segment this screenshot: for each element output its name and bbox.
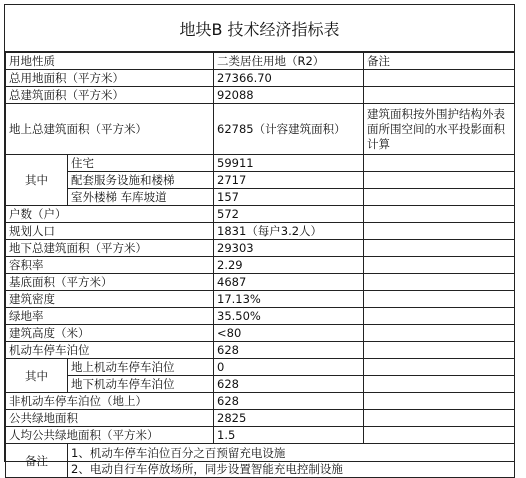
row-label: 户数（户） (6, 206, 214, 223)
group-label: 其中 (6, 359, 68, 393)
table-row (6, 342, 515, 359)
table-row (6, 325, 515, 342)
table-row (6, 359, 515, 376)
row-label: 容积率 (6, 257, 214, 274)
row-value: 1831（每户3.2人） (214, 223, 364, 240)
row-value: <80 (214, 325, 364, 342)
row-value: 628 (214, 376, 364, 393)
row-note (364, 393, 515, 410)
row-value: 628 (214, 342, 364, 359)
row-label: 建筑密度 (6, 291, 214, 308)
row-note (364, 189, 515, 206)
group-label: 其中 (6, 155, 68, 206)
row-note (364, 87, 515, 104)
row-value: 572 (214, 206, 364, 223)
row-value: 4687 (214, 274, 364, 291)
table-row (6, 70, 515, 87)
remarks-label: 备注 (6, 444, 68, 478)
row-label: 住宅 (68, 155, 214, 172)
row-value: 2825 (214, 410, 364, 427)
row-note (364, 206, 515, 223)
row-note (364, 410, 515, 427)
table-row (6, 410, 515, 427)
row-note (364, 376, 515, 393)
row-note (364, 359, 515, 376)
row-label: 公共绿地面积 (6, 410, 214, 427)
row-value: 628 (214, 393, 364, 410)
row-label: 总建筑面积（平方米） (6, 87, 214, 104)
row-note (364, 342, 515, 359)
table-row (6, 53, 515, 70)
row-note (364, 257, 515, 274)
row-value: 62785（计容建筑面积） (214, 104, 364, 155)
row-note (364, 308, 515, 325)
row-value: 157 (214, 189, 364, 206)
indicator-sheet (4, 4, 515, 476)
table-row (6, 240, 515, 257)
table-row (6, 257, 515, 274)
table-row (6, 172, 515, 189)
header-remark: 备注 (364, 53, 515, 70)
row-value: 0 (214, 359, 364, 376)
row-label: 非机动车停车泊位（地上） (6, 393, 214, 410)
remarks-content (68, 444, 515, 478)
row-label: 建筑高度（米） (6, 325, 214, 342)
remark-line-2: 2、电动自行车停放场所，同步设置智能充电控制设施 (71, 461, 343, 476)
row-note (364, 325, 515, 342)
row-label: 地下机动车停车泊位 (68, 376, 214, 393)
row-value: 92088 (214, 87, 364, 104)
row-value: 2.29 (214, 257, 364, 274)
table-row (6, 155, 515, 172)
row-note (364, 291, 515, 308)
row-value: 27366.70 (214, 70, 364, 87)
row-label: 室外楼梯 车库坡道 (68, 189, 214, 206)
row-note (364, 274, 515, 291)
row-value: 59911 (214, 155, 364, 172)
row-note (364, 240, 515, 257)
table-row (6, 223, 515, 240)
table-row (6, 87, 515, 104)
table-row (6, 393, 515, 410)
table-row (6, 291, 515, 308)
table-row (6, 376, 515, 393)
sheet-title: 地块B 技术经济指标表 (5, 5, 514, 52)
row-label: 机动车停车泊位 (6, 342, 214, 359)
row-label: 基底面积（平方米） (6, 274, 214, 291)
indicator-table (5, 52, 515, 478)
header-land-use: 用地性质 (6, 53, 214, 70)
row-value: 29303 (214, 240, 364, 257)
table-row (6, 427, 515, 444)
row-label: 地下总建筑面积（平方米） (6, 240, 214, 257)
row-value: 1.5 (214, 427, 364, 444)
row-value: 35.50% (214, 308, 364, 325)
row-label: 绿地率 (6, 308, 214, 325)
row-label: 地上总建筑面积（平方米） (6, 104, 214, 155)
row-note (364, 155, 515, 172)
row-label: 总用地面积（平方米） (6, 70, 214, 87)
table-row (6, 206, 515, 223)
table-row (6, 189, 515, 206)
row-note: 建筑面积按外围护结构外表面所围空间的水平投影面积计算 (364, 104, 515, 155)
table-row (6, 308, 515, 325)
row-value: 2717 (214, 172, 364, 189)
row-note (364, 172, 515, 189)
table-row (6, 104, 515, 155)
row-label: 配套服务设施和楼梯 (68, 172, 214, 189)
row-label: 规划人口 (6, 223, 214, 240)
remark-line-1: 1、机动车停车泊位百分之百预留充电设施 (71, 445, 286, 460)
row-note (364, 427, 515, 444)
header-land-type: 二类居住用地（R2） (214, 53, 364, 70)
row-note (364, 70, 515, 87)
remarks-row (6, 444, 515, 478)
row-label: 人均公共绿地面积（平方米） (6, 427, 214, 444)
row-note (364, 223, 515, 240)
row-value: 17.13% (214, 291, 364, 308)
table-row (6, 274, 515, 291)
row-label: 地上机动车停车泊位 (68, 359, 214, 376)
